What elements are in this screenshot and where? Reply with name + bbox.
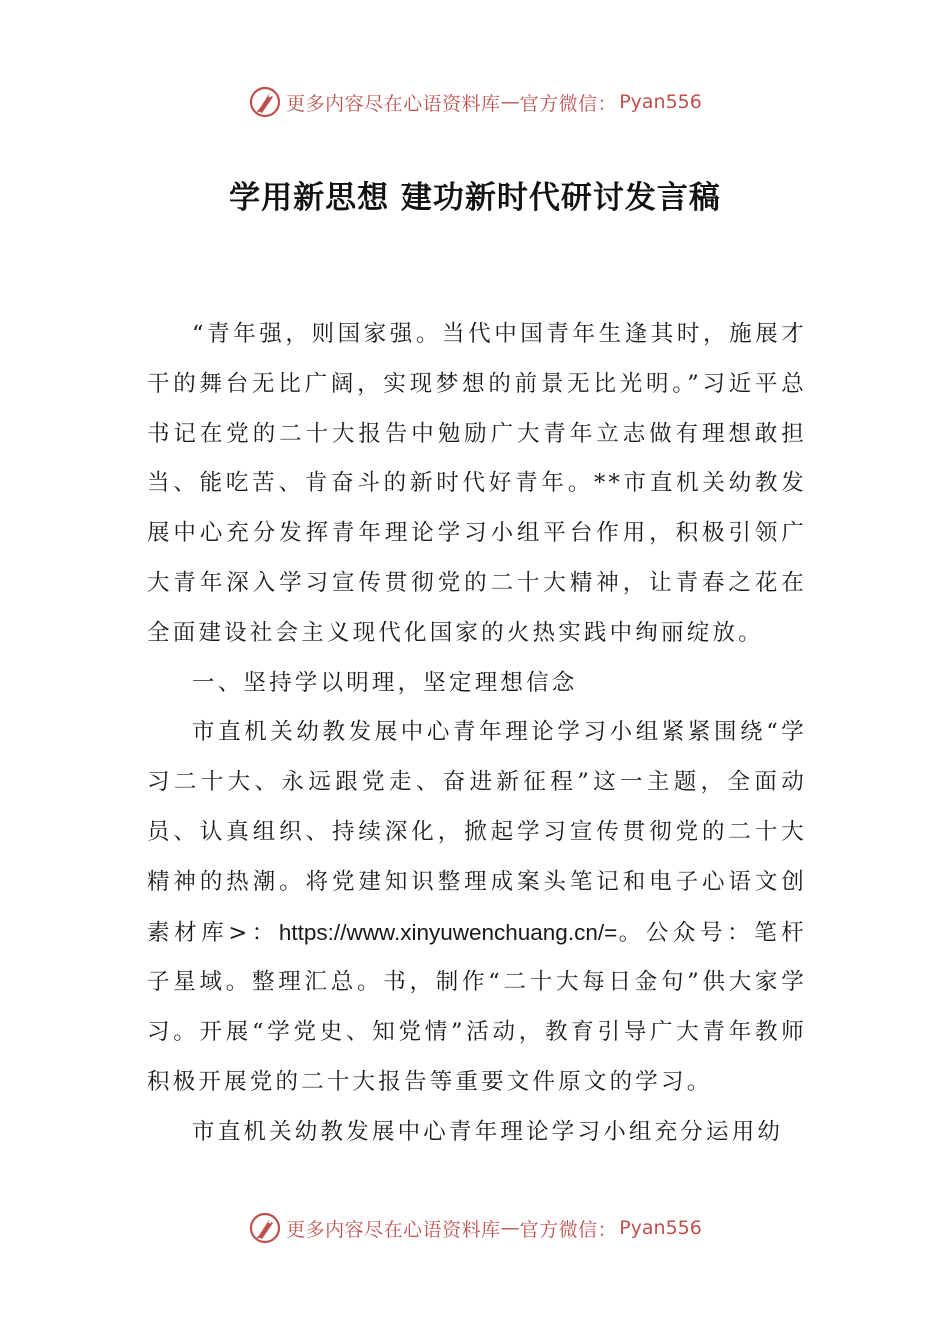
banner-text: 更多内容尽在心语资料库 (286, 1218, 501, 1241)
paragraph-continued: 市直机关幼教发展中心青年理论学习小组充分运用幼 (192, 1118, 784, 1145)
wechat-id: Pyan556 (619, 91, 702, 113)
wechat-id: Pyan556 (619, 1217, 702, 1239)
banner-separator: — (500, 1217, 520, 1239)
document-body (147, 310, 807, 1158)
banner-text: 更多内容尽在心语资料库 (286, 92, 501, 115)
pen-nib-circle-icon (248, 1211, 282, 1245)
paragraph-text-after-url: 。公众号：笔杆子星域。整理汇总。书，制作“二十大每日金句”供大家学习。开展“学党史、知党情”活动，教育引导广大青年教师积极开展党的二十大报告等重要文件原文的学习。 (147, 919, 807, 1095)
pen-nib-circle-icon (248, 85, 282, 119)
paragraph-text-before-url: 市直机关幼教发展中心青年理论学习小组紧紧围绕“学习二十大、永远跟党走、奋进新征程”这一主题，全面动员、认真组织、持续深化，掀起学习宣传贯彻党的二十大精神的热潮。将党建知识整理成案头笔记和电子心语文创素材库>： (147, 719, 807, 946)
banner-separator: — (500, 91, 520, 113)
wechat-label: 官方微信： (519, 1218, 618, 1241)
wechat-label: 官方微信： (519, 92, 618, 115)
footer-banner (0, 1208, 950, 1248)
section-heading-1: 一、坚持学以明理，坚定理想信念 (192, 669, 578, 696)
document-title: 学用新思想 建功新时代研讨发言稿 (229, 180, 721, 216)
paragraph-intro: “青年强，则国家强。当代中国青年生逢其时，施展才干的舞台无比广阔，实现梦想的前景无比光明。”习近平总书记在党的二十大报告中勉励广大青年立志做有理想敢担当、能吃苦、肯奋斗的新时代好青年。**市直机关幼教发展中心充分发挥青年理论学习小组平台作用，积极引领广大青年深入学习宣传贯彻党的二十大精神，让青春之花在全面建设社会主义现代化国家的火热实践中绚丽绽放。 (147, 321, 807, 646)
header-banner (0, 82, 950, 122)
paragraph-section-1 (147, 708, 807, 1107)
material-library-url: https://www.xinyuwenchuang.cn/= (278, 919, 618, 945)
